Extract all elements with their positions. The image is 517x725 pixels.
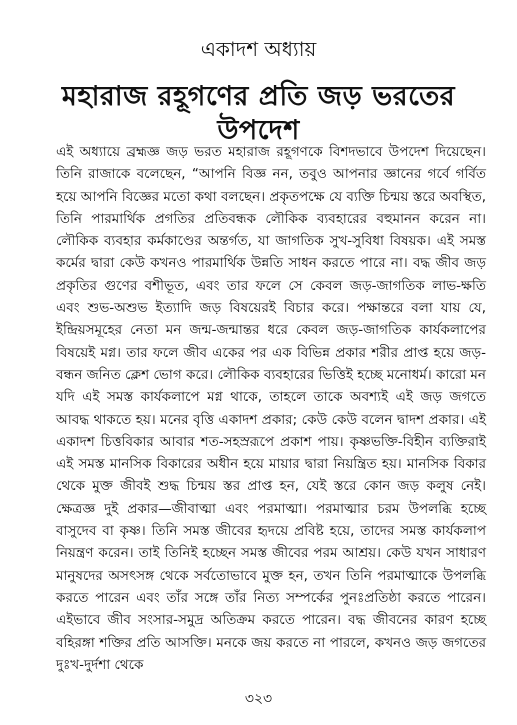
page-number: ৩২৩ (244, 691, 273, 707)
page-title: মহারাজ রহূগণের প্রতি জড় ভরতের উপদেশ (61, 81, 456, 146)
body-paragraph: এই অধ্যায়ে ব্রহ্মজ্ঞ জড় ভরত মহারাজ রহূগণকে বিশদভাবে উপদেশ দিয়েছেন। তিনি রাজাকে বলেছেন, “আপনি বিজ্ঞ নন, তবুও আপনার জ্ঞানের গর্বে গর্বিত হয়ে আপনি বিজ্ঞের মতো কথা বলছেন। প্রকৃতপক্ষে যে ব্যক্তি চিন্ময় স্তরে অবস্থিত, তিনি পারমার্থিক প্রগতির প্রতিবন্ধক লৌকিক ব্যবহারের বহুমানন করেন না। লৌকিক ব্যবহার কর্মকাণ্ডের অন্তর্গত, যা জাগতিক সুখ-সুবিধা বিষয়ক। এই সমস্ত কর্মের দ্বারা কেউ কখনও পারমার্থিক উন্নতি সাধন করতে পারে না। বদ্ধ জীব জড় প্রকৃতির গুণের বশীভূত, এবং তার ফলে সে কেবল জড়-জাগতিক লাভ-ক্ষতি এবং শুভ-অশুভ ইত্যাদি জড় বিষয়েরই বিচার করে। পক্ষান্তরে বলা যায় যে, ইন্দ্রিয়সমূহের নেতা মন জন্ম-জন্মান্তর ধরে কেবল জড়-জাগতিক কার্যকলাপের বিষয়েই মগ্ন। তার ফলে জীব একের পর এক বিভিন্ন প্রকার শরীর প্রাপ্ত হয়ে জড়-বন্ধন জনিত ক্লেশ ভোগ করে। লৌকিক ব্যবহারের ভিত্তিই হচ্ছে মনোধর্ম। কারো মন যদি এই সমস্ত কার্যকলাপে মগ্ন থাকে, তাহলে তাকে অবশ্যই এই জড় জগতে আবদ্ধ থাকতে হয়। মনের বৃত্তি একাদশ প্রকার; কেউ কেউ বলেন দ্বাদশ প্রকার। এই একাদশ চিত্তবিকার আবার শত-সহস্ররূপে প্রকাশ পায়। কৃষ্ণভক্তি-বিহীন ব্যক্তিরাই এই সমস্ত মানসিক বিকারের অধীন হয়ে মায়ার দ্বারা নিয়ন্ত্রিত হয়। মানসিক বিকার থেকে মুক্ত জীবই শুদ্ধ চিন্ময় স্তর প্রাপ্ত হন, যেই স্তরে কোন জড় কলুষ নেই। ক্ষেত্রজ্ঞ দুই প্রকার—জীবাত্মা এবং পরমাত্মা। পরমাত্মার চরম উপলব্ধি হচ্ছে বাসুদেব বা কৃষ্ণ। তিনি সমস্ত জীবের হৃদয়ে প্রবিষ্ট হয়ে, তাদের সমস্ত কার্যকলাপ নিয়ন্ত্রণ করেন। তাই তিনিই হচ্ছেন সমস্ত জীবের পরম আশ্রয়। কেউ যখন সাধারণ মানুষদের অসৎসঙ্গ থেকে সর্বতোভাবে মুক্ত হন, তখন তিনি পরমাত্মাকে উপলব্ধি করতে পারেন এবং তাঁর সঙ্গে তাঁর নিত্য সম্পর্কের পুনঃপ্রতিষ্ঠা করতে পারেন। এইভাবে জীব সংসার-সমুদ্র অতিক্রম করতে পারেন। বদ্ধ জীবনের কারণ হচ্ছে বহিরঙ্গা শক্তির প্রতি আসক্তি। মনকে জয় করতে না পারলে, কখনও জড় জগতের দুঃখ-দুর্দশা থেকে (56, 144, 486, 673)
body-text (56, 141, 486, 676)
chapter-heading: একাদশ অধ্যায় (200, 37, 317, 61)
